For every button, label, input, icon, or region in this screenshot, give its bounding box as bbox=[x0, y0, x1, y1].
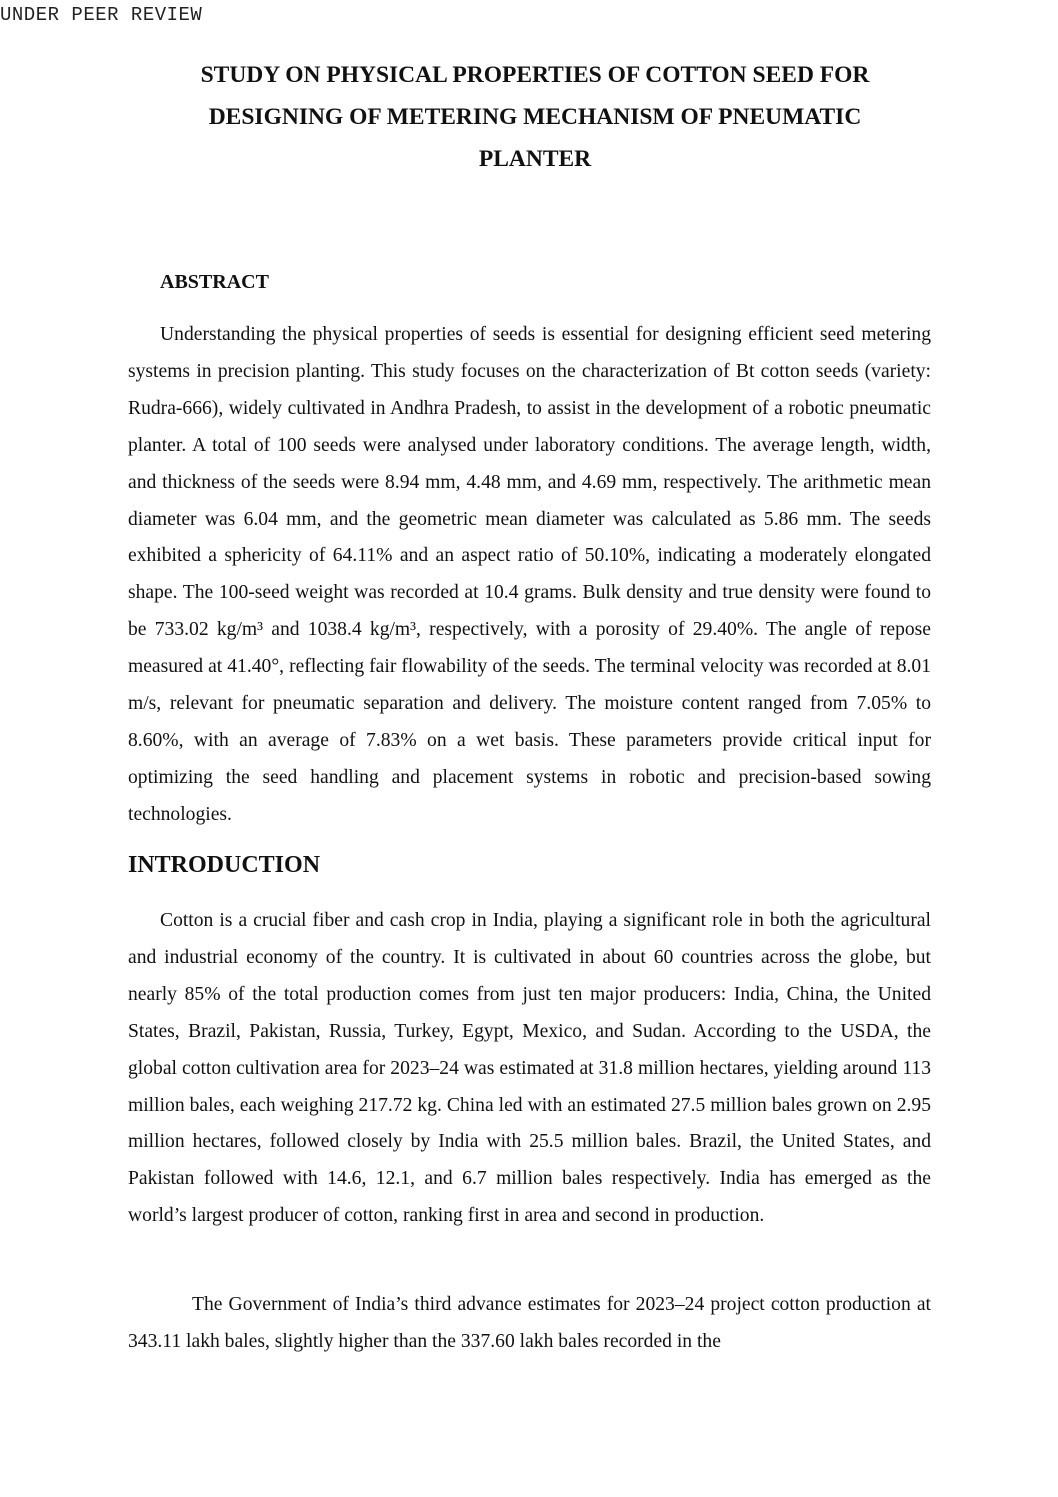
introduction-paragraph-1: Cotton is a crucial fiber and cash crop in India, playing a significant role in both the agricultural and industrial economy of the country. It is cultivated in about 60 countries across the globe, but nearly 85% of the total production comes from just ten major producers: India, China, the United States, Brazil, Pakistan, Russia, Turkey, Egypt, Mexico, and Sudan. According to the USDA, the global cotton cultivation area for 2023–24 was estimated at 31.8 million hectares, yielding around 113 million bales, each weighing 217.72 kg. China led with an estimated 27.5 million bales grown on 2.95 million hectares, followed closely by India with 25.5 million bales. Brazil, the United States, and Pakistan followed with 14.6, 12.1, and 6.7 million bales respectively. India has emerged as the world’s largest producer of cotton, ranking first in area and second in production. bbox=[128, 910, 931, 1227]
abstract-heading: ABSTRACT bbox=[160, 271, 269, 293]
abstract-paragraph: Understanding the physical properties of seeds is essential for designing efficient seed metering systems in precision planting. This study focuses on the characterization of Bt cotton seeds (variety: Rudra-666), widely cultivated in Andhra Pradesh, to assist in the development of a robotic pneumatic planter. A total of 100 seeds were analysed under laboratory conditions. The average length, width, and thickness of the seeds were 8.94 mm, 4.48 mm, and 4.69 mm, respectively. The arithmetic mean diameter was 6.04 mm, and the geometric mean diameter was calculated as 5.86 mm. The seeds exhibited a sphericity of 64.11% and an aspect ratio of 50.10%, indicating a moderately elongated shape. The 100-seed weight was recorded at 10.4 grams. Bulk density and true density were found to be 733.02 kg/m³ and 1038.4 kg/m³, respectively, with a porosity of 29.40%. The angle of repose measured at 41.40°, reflecting fair flowability of the seeds. The terminal velocity was recorded at 8.01 m/s, relevant for pneumatic separation and delivery. The moisture content ranged from 7.05% to 8.60%, with an average of 7.83% on a wet basis. These parameters provide critical input for optimizing the seed handling and placement systems in robotic and precision-based sowing technologies. bbox=[128, 324, 931, 825]
peer-review-watermark: UNDER PEER REVIEW bbox=[0, 4, 203, 26]
introduction-paragraph-2: The Government of India’s third advance estimates for 2023–24 project cotton production at 343.11 lakh bales, slightly higher than the 337.60 lakh bales recorded in the bbox=[128, 1294, 931, 1352]
paper-title: STUDY ON PHYSICAL PROPERTIES OF COTTON SEED FOR DESIGNING OF METERING MECHANISM OF PNEUMATIC PLANTER bbox=[200, 62, 870, 172]
introduction-heading: INTRODUCTION bbox=[128, 852, 321, 878]
